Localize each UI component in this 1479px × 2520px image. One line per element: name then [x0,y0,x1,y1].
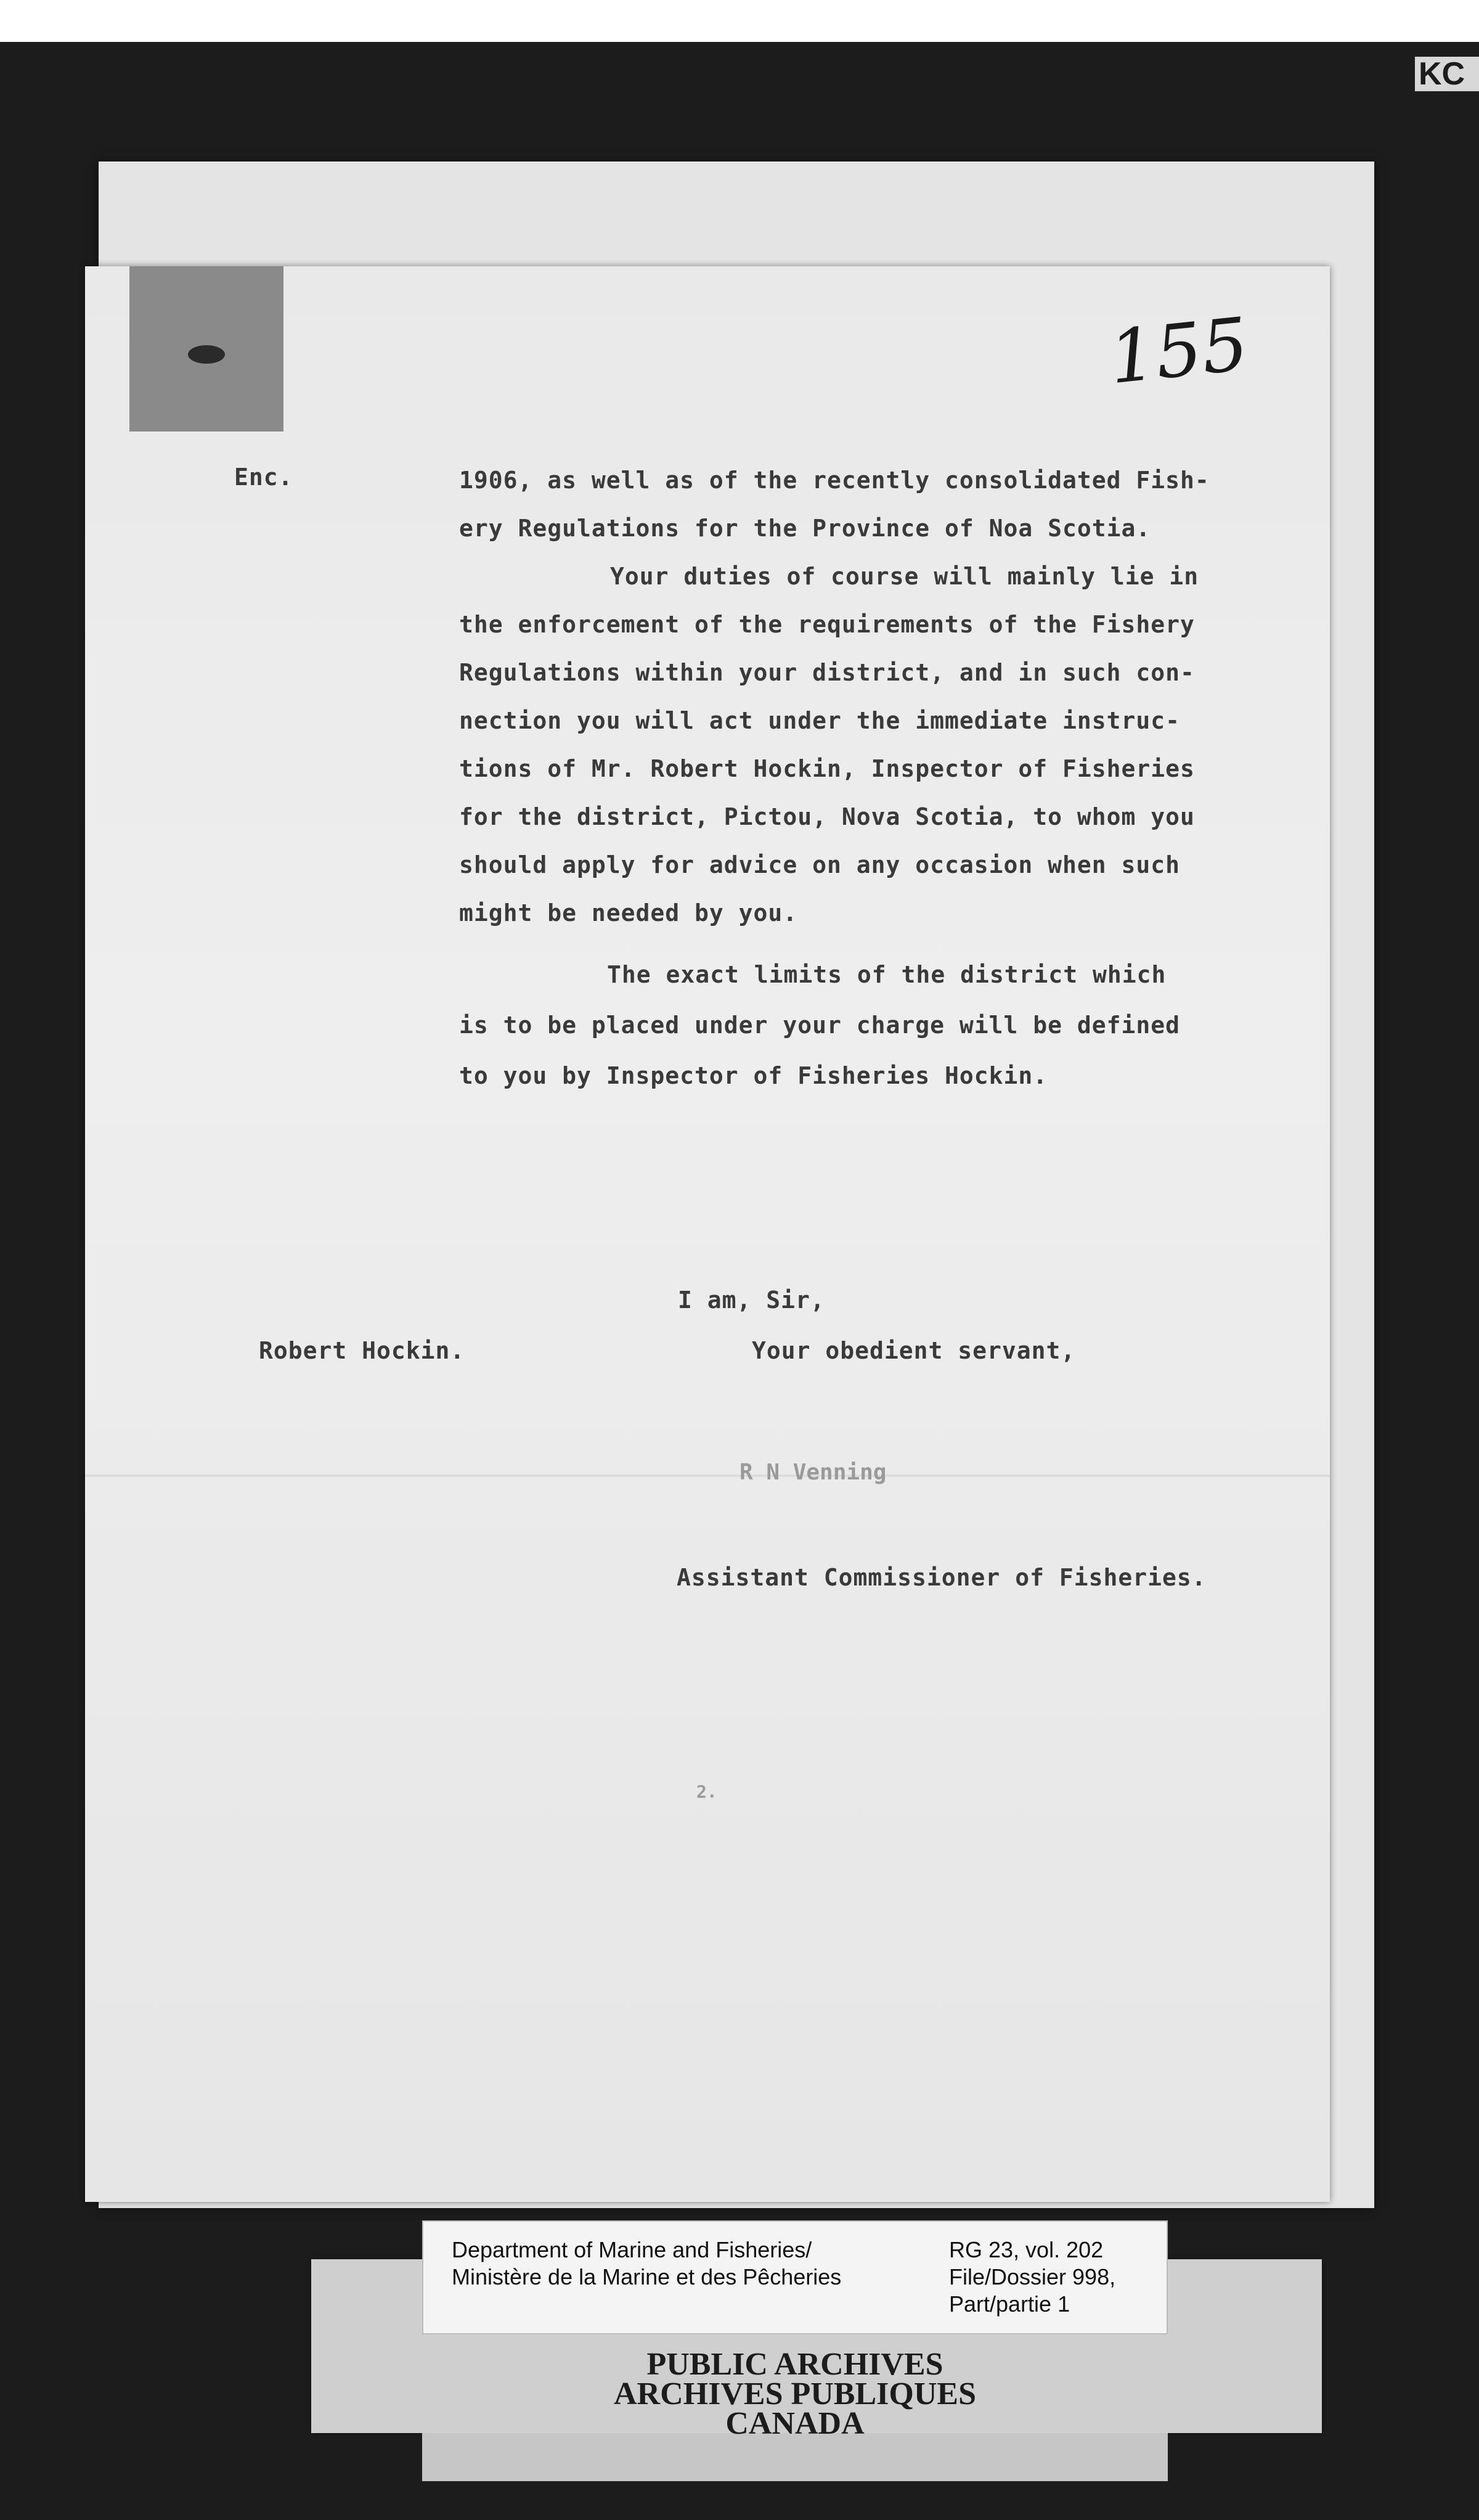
closing-greeting: I am, Sir, [678,1287,825,1314]
ref-line-1: RG 23, vol. 202 [949,2237,1104,2262]
margin-note: Enc. [234,464,293,491]
cc-name: Robert Hockin. [259,1337,465,1364]
stamp-line-3: CANADA [725,2406,865,2441]
body-line-12: is to be placed under your charge will be defined [459,1012,1181,1039]
folio-number: 155 [1105,301,1252,401]
body-line-9: should apply for advice on any occasion when such [459,851,1181,878]
closing-servant: Your obedient servant, [752,1337,1076,1364]
body-line-13: to you by Inspector of Fisheries Hockin. [459,1062,1048,1089]
body-line-6: nection you will act under the immediate instruc- [459,707,1181,734]
body-line-2: ery Regulations for the Province of Noa Scotia. [459,515,1151,542]
body-line-5: Regulations within your district, and in such con- [459,659,1195,686]
stamp-line-2: ARCHIVES PUBLIQUES [613,2376,977,2412]
letter-page [85,266,1330,2202]
body-line-1: 1906, as well as of the recently consolidated Fish- [459,467,1210,494]
stamp-line-1: PUBLIC ARCHIVES [646,2347,943,2382]
body-line-4: the enforcement of the requirements of the Fishery [459,611,1195,638]
ink-blot [188,345,225,364]
body-line-8: for the district, Pictou, Nova Scotia, to whom you [459,803,1195,830]
body-line-10: might be needed by you. [459,899,798,927]
body-line-11: The exact limits of the district which [607,961,1167,988]
signature: R N Venning [740,1460,887,1485]
ref-line-2: File/Dossier 998, [949,2264,1116,2289]
body-line-3: Your duties of course will mainly lie in [610,563,1199,590]
page-fold-line [85,1475,1330,1477]
body-line-7: tions of Mr. Robert Hockin, Inspector of Fisheries [459,755,1195,782]
ref-line-3: Part/partie 1 [949,2291,1070,2317]
corner-tag: KC [1415,57,1479,91]
department-en: Department of Marine and Fisheries/ [452,2237,812,2262]
signer-title: Assistant Commissioner of Fisheries. [677,1564,1207,1591]
page-mark: 2. [696,1782,717,1802]
department-fr: Ministère de la Marine et des Pêcheries [452,2264,842,2289]
